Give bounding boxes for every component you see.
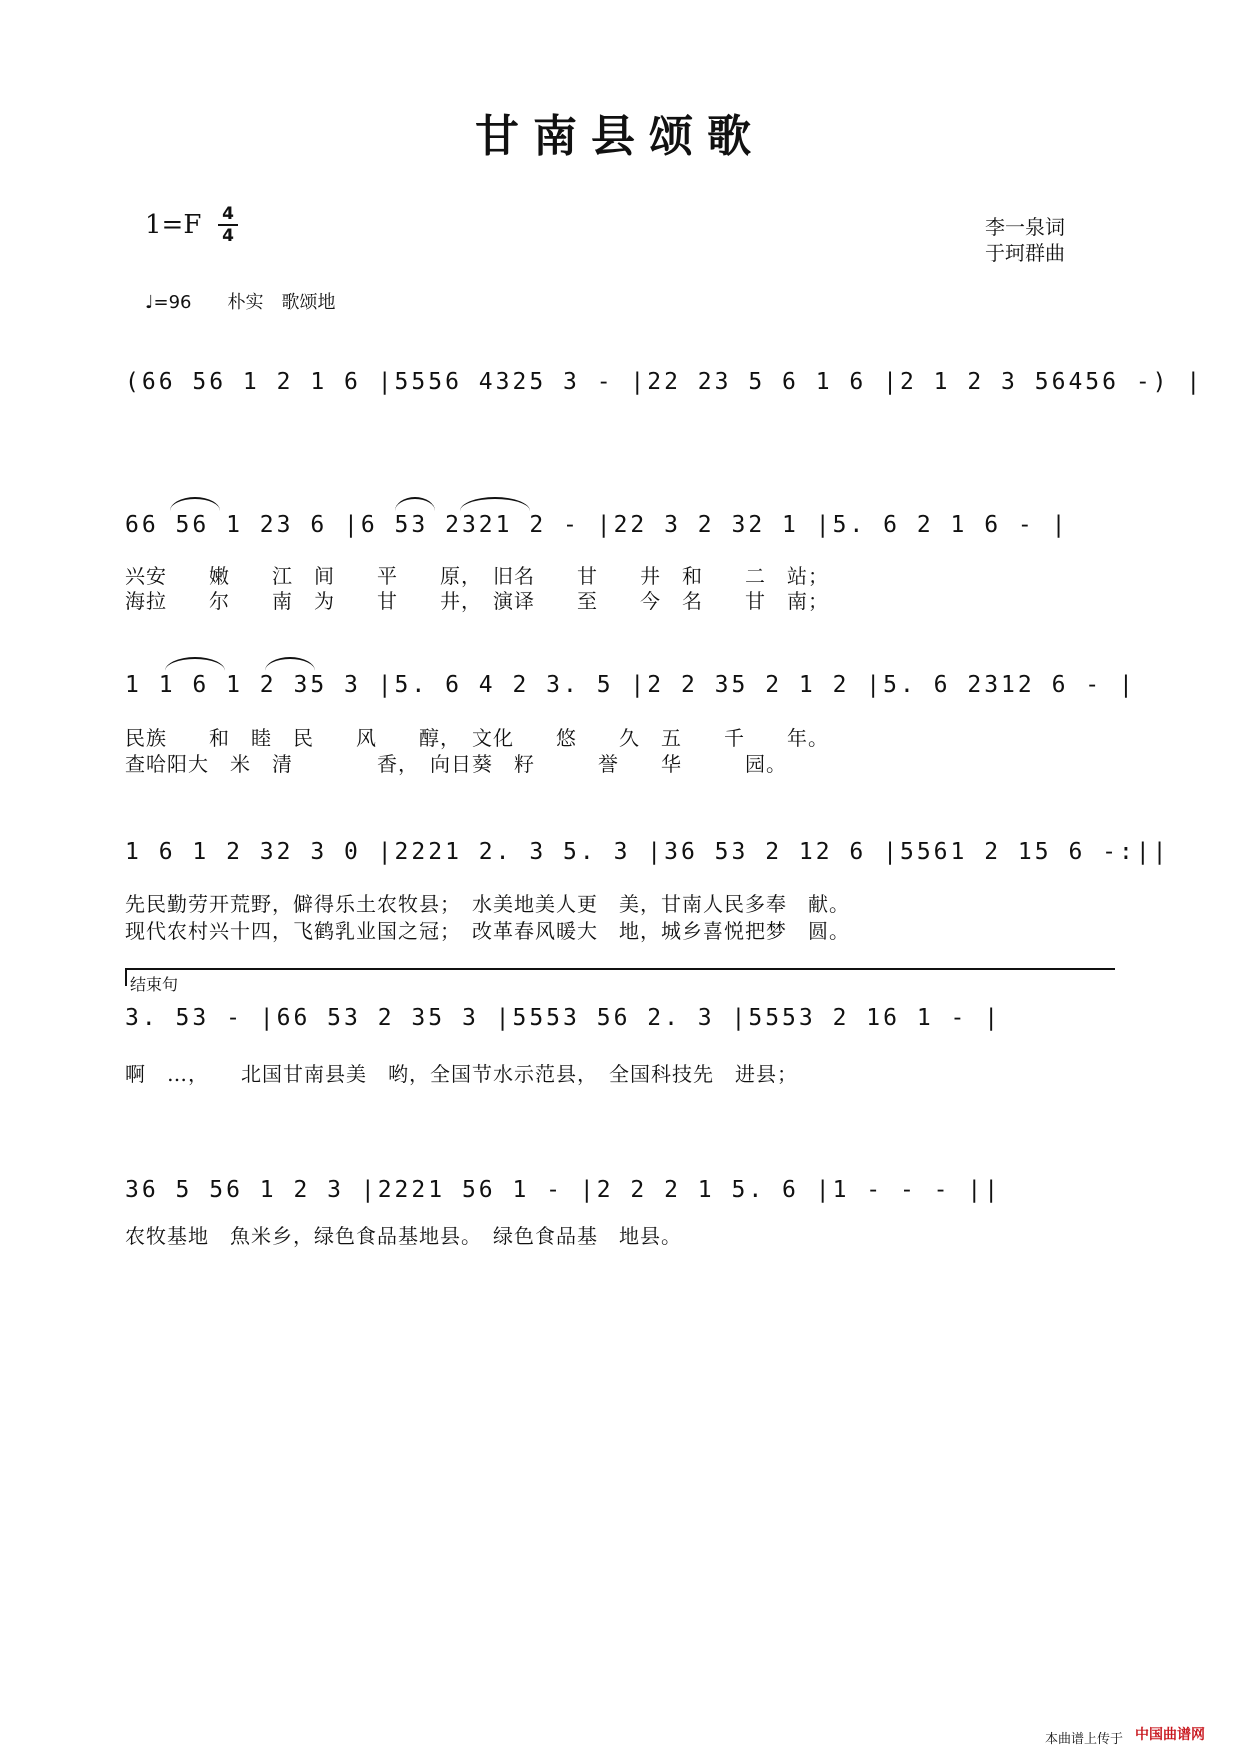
lyrics-line-3b: 查哈阳大 米 清 香， 向日葵 籽 誉 华 园。 — [125, 752, 787, 776]
staff-line-1 — [125, 362, 1204, 402]
slur — [165, 657, 225, 671]
credits — [985, 214, 1065, 266]
tempo-marking: ♩=96 朴实 歌颂地 — [145, 292, 336, 313]
upload-note: 本曲谱上传于 — [1045, 1732, 1124, 1747]
time-signature — [218, 205, 238, 245]
lyrics-line-2a: 兴安 嫩 江 间 平 原， 旧名 甘 井 和 二 站； — [125, 564, 829, 588]
composer: 于珂群曲 — [985, 241, 1065, 265]
lyrics-line-2b: 海拉 尔 南 为 甘 井， 演译 至 今 名 甘 南； — [125, 589, 829, 613]
notes-line-4: 1 6 1 2 32 3 0 |2221 2. 3 5. 3 |36 53 2 12 6 |5561 2 15 6 -:|| — [125, 839, 1170, 865]
notes-line-3: 1 1 6 1 2 35 3 |5. 6 4 2 3. 5 |2 2 35 2 1 2 |5. 6 2312 6 - | — [125, 672, 1136, 698]
staff-line-3 — [125, 665, 1136, 705]
notes-line-2: 66 56 1 23 6 |6 53 2321 2 - |22 3 2 32 1 |5. 6 2 1 6 - | — [125, 512, 1069, 538]
notes-line-5: 3. 53 - |66 53 2 35 3 |5553 56 2. 3 |5553 2 16 1 - | — [125, 1005, 1002, 1031]
site-logo: 中国曲谱网 — [1135, 1727, 1205, 1743]
ending-bracket-tick — [125, 968, 127, 986]
lyrics-line-4a: 先民勤劳开荒野，僻得乐土农牧县； 水美地美人更 美，甘南人民多奉 献。 — [125, 892, 850, 916]
notes-line-6: 36 5 56 1 2 3 |2221 56 1 - |2 2 2 1 5. 6 |1 - - - || — [125, 1177, 1002, 1203]
lyrics-line-6: 农牧基地 魚米乡，绿色食品基地县。 绿色食品基 地县。 — [125, 1224, 682, 1248]
slur — [170, 497, 220, 511]
staff-line-2 — [125, 505, 1115, 545]
lyrics-line-5: 啊 …， 北国甘南县美 哟，全国节水示范县， 全国科技先 进县； — [125, 1062, 798, 1086]
time-top: 4 — [222, 204, 234, 224]
staff-line-6 — [125, 1170, 1115, 1210]
notes-line-1: (66 56 1 2 1 6 |5556 4325 3 - |22 23 5 6 1 6 |2 1 2 3 56456 -) | — [125, 369, 1204, 395]
key-signature: 1=F — [145, 210, 202, 240]
lyricist: 李一泉词 — [985, 215, 1065, 239]
staff-line-5 — [125, 998, 1115, 1038]
staff-line-4 — [125, 832, 1170, 872]
lyrics-line-4b: 现代农村兴十四，飞鹤乳业国之冠； 改革春风暖大 地，城乡喜悦把梦 圆。 — [125, 919, 850, 943]
ending-label: 结束句 — [130, 975, 179, 994]
slur — [395, 497, 435, 511]
ending-bracket — [125, 968, 1115, 970]
slur — [460, 497, 530, 511]
lyrics-line-3a: 民族 和 睦 民 风 醇， 文化 悠 久 五 千 年。 — [125, 726, 829, 750]
song-title: 甘南县颂歌 — [475, 111, 765, 162]
slur — [265, 657, 315, 671]
time-bottom: 4 — [222, 226, 234, 246]
